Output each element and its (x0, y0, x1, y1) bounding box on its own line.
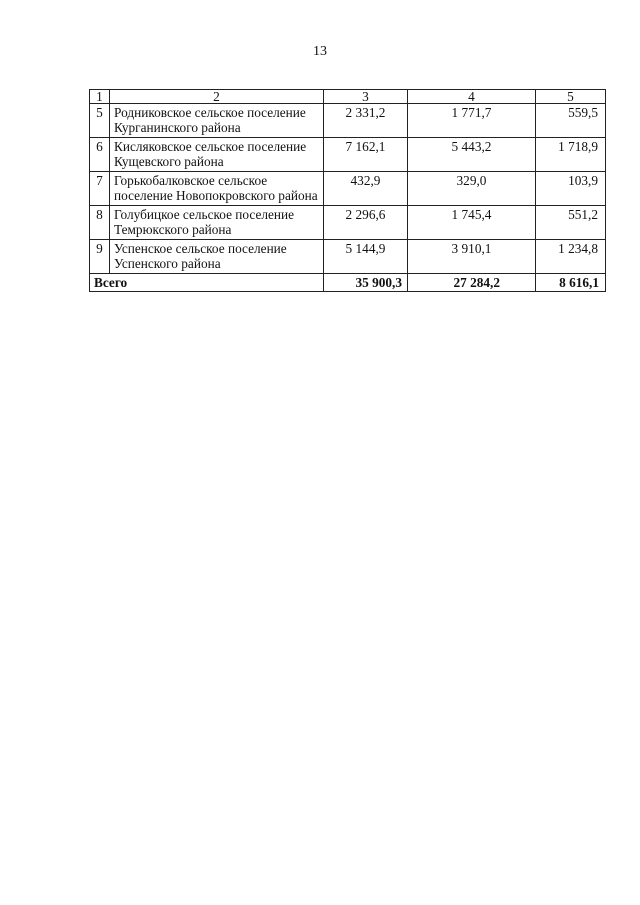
value-col4: 1 771,7 (408, 104, 536, 138)
value-col5: 551,2 (536, 206, 606, 240)
value-col3: 5 144,9 (324, 240, 408, 274)
settlement-name: Голубицкое сельское поселение Темрюкского района (110, 206, 324, 240)
row-number: 8 (90, 206, 110, 240)
value-col4: 5 443,2 (408, 138, 536, 172)
row-number: 6 (90, 138, 110, 172)
column-header: 3 (324, 90, 408, 104)
settlement-name: Успенское сельское поселение Успенского района (110, 240, 324, 274)
row-number: 7 (90, 172, 110, 206)
total-col3: 35 900,3 (324, 274, 408, 292)
table-row (90, 240, 606, 274)
total-col4: 27 284,2 (408, 274, 536, 292)
page-number: 13 (313, 44, 327, 59)
value-col3: 2 331,2 (324, 104, 408, 138)
column-header: 4 (408, 90, 536, 104)
value-col4: 3 910,1 (408, 240, 536, 274)
total-col5: 8 616,1 (536, 274, 606, 292)
value-col4: 1 745,4 (408, 206, 536, 240)
column-header: 5 (536, 90, 606, 104)
value-col5: 559,5 (536, 104, 606, 138)
value-col5: 1 234,8 (536, 240, 606, 274)
table-row (90, 206, 606, 240)
column-header: 2 (110, 90, 324, 104)
column-header: 1 (90, 90, 110, 104)
value-col5: 103,9 (536, 172, 606, 206)
settlement-name: Горькобалковское сельское поселение Новопокровского района (110, 172, 324, 206)
table-row (90, 138, 606, 172)
table-header-row (90, 90, 606, 104)
value-col3: 432,9 (324, 172, 408, 206)
data-table (89, 89, 606, 292)
value-col4: 329,0 (408, 172, 536, 206)
row-number: 9 (90, 240, 110, 274)
table-row (90, 172, 606, 206)
value-col5: 1 718,9 (536, 138, 606, 172)
settlement-name: Кисляковское сельское поселение Кущевского района (110, 138, 324, 172)
table-row (90, 104, 606, 138)
value-col3: 7 162,1 (324, 138, 408, 172)
total-row (90, 274, 606, 292)
total-label: Всего (90, 274, 324, 292)
row-number: 5 (90, 104, 110, 138)
settlement-name: Родниковское сельское поселение Курганинского района (110, 104, 324, 138)
value-col3: 2 296,6 (324, 206, 408, 240)
